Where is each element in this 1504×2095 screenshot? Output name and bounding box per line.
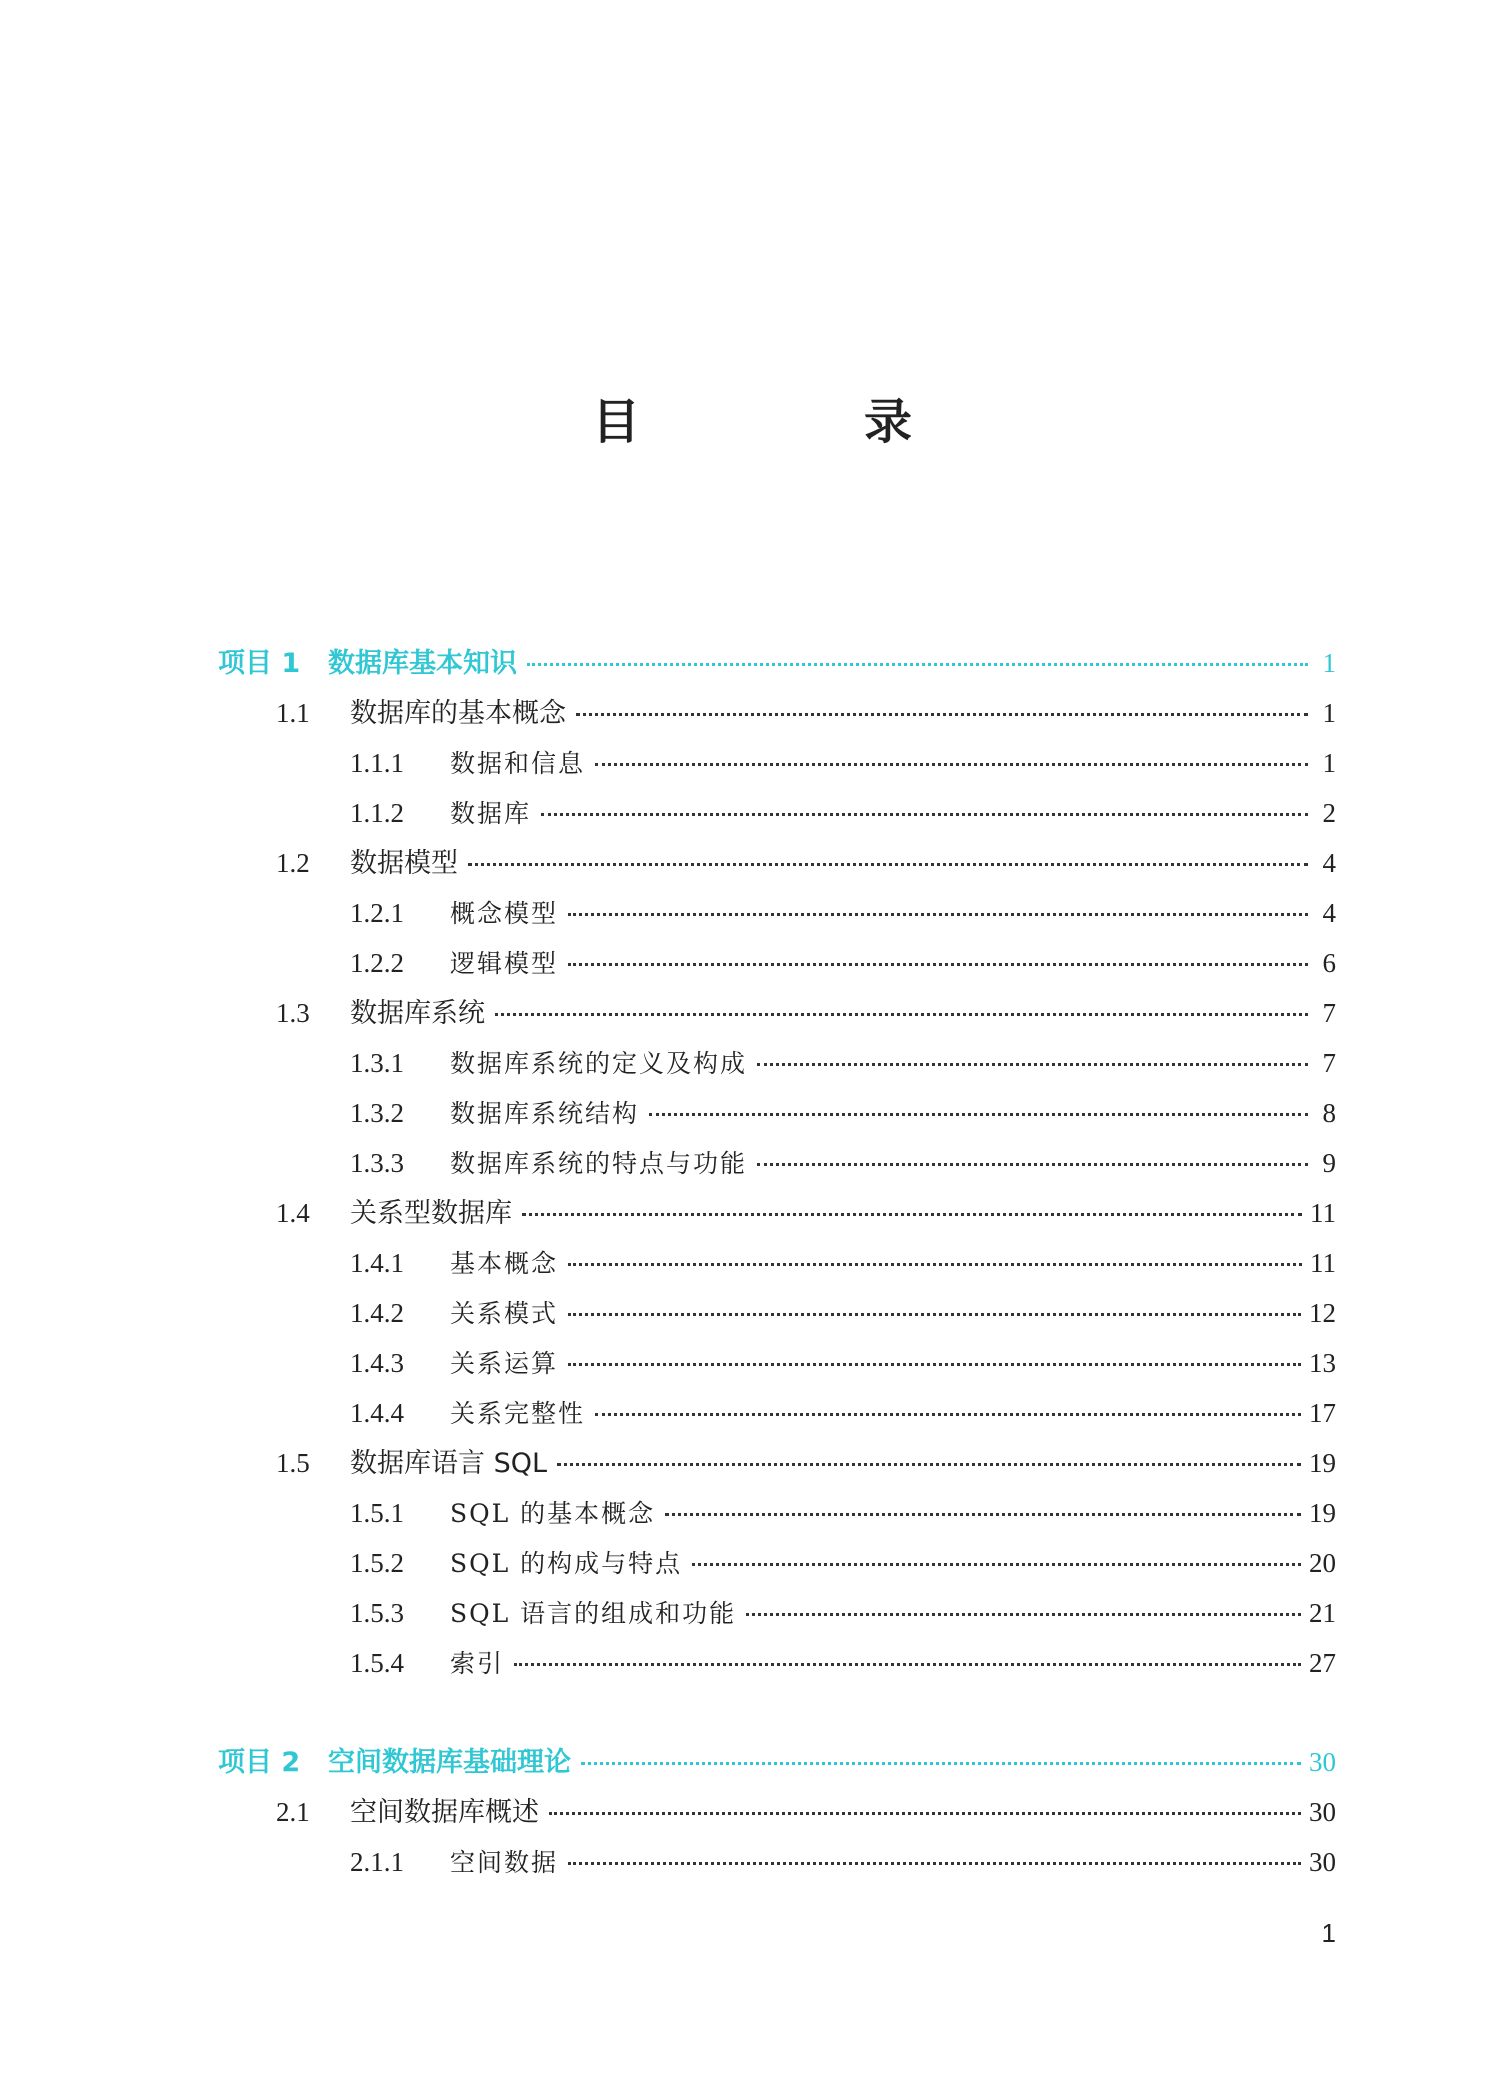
toc-entry-subsection[interactable] xyxy=(350,1593,1336,1633)
toc-entry-title: SQL 语言的组成和功能 xyxy=(450,1599,737,1628)
toc-entry-page: 30 xyxy=(1309,1847,1336,1877)
toc-entry-title: 关系完整性 xyxy=(450,1399,586,1428)
dot-leader xyxy=(568,913,1308,916)
dot-leader xyxy=(568,1263,1302,1266)
dot-leader xyxy=(568,963,1308,966)
toc-entry-page: 20 xyxy=(1309,1548,1336,1578)
toc-entry-title: SQL 的基本概念 xyxy=(450,1499,656,1528)
toc-entry-number: 1.5.1 xyxy=(350,1498,404,1528)
dot-leader xyxy=(527,663,1308,666)
page-title: 目 录 xyxy=(591,394,1000,450)
toc-entry-title: 空间数据 xyxy=(450,1848,559,1877)
toc-entry-subsection[interactable] xyxy=(350,743,1336,783)
toc-entry-number: 1.1 xyxy=(276,698,310,728)
toc-entry-number: 1.1.1 xyxy=(350,748,404,778)
toc-entry-subsection[interactable] xyxy=(350,1493,1336,1533)
toc-entry-number: 项目 2 xyxy=(218,1747,301,1778)
toc-entry-number: 1.4.3 xyxy=(350,1348,404,1378)
toc-entry-section[interactable] xyxy=(276,1792,1336,1832)
dot-leader xyxy=(576,713,1308,716)
toc-entry-number: 1.3 xyxy=(276,998,310,1028)
dot-leader xyxy=(581,1762,1301,1765)
toc-entry-number: 1.5.2 xyxy=(350,1548,404,1578)
toc-entry-subsection[interactable] xyxy=(350,1343,1336,1383)
toc-entry-title: 数据库系统结构 xyxy=(450,1099,640,1128)
toc-entry-page: 4 xyxy=(1322,898,1336,928)
dot-leader xyxy=(549,1812,1301,1815)
toc-entry-page: 11 xyxy=(1310,1198,1336,1228)
toc-entry-page: 11 xyxy=(1310,1248,1336,1278)
toc-entry-number: 1.5.3 xyxy=(350,1598,404,1628)
toc-entry-title: 逻辑模型 xyxy=(450,949,559,978)
toc-entry-page: 1 xyxy=(1322,748,1336,778)
toc-entry-title: 基本概念 xyxy=(450,1249,559,1278)
toc-entry-number: 1.2 xyxy=(276,848,310,878)
toc-entry-number: 1.3.3 xyxy=(350,1148,404,1178)
dot-leader xyxy=(595,763,1308,766)
toc-entry-chapter-2[interactable] xyxy=(218,1742,1336,1782)
toc-entry-subsection[interactable] xyxy=(350,1842,1336,1882)
toc-entry-subsection[interactable] xyxy=(350,943,1336,983)
toc-entry-page: 2 xyxy=(1322,798,1336,828)
toc-entry-number: 1.4.4 xyxy=(350,1398,404,1428)
toc-entry-subsection[interactable] xyxy=(350,1243,1336,1283)
toc-entry-title: 关系模式 xyxy=(450,1299,559,1328)
toc-entry-page: 8 xyxy=(1322,1098,1336,1128)
dot-leader xyxy=(514,1663,1301,1666)
toc-entry-number: 2.1 xyxy=(276,1797,310,1827)
dot-leader xyxy=(522,1213,1302,1216)
toc-entry-title: 关系型数据库 xyxy=(350,1198,512,1229)
toc-entry-subsection[interactable] xyxy=(350,1143,1336,1183)
toc-entry-number: 1.1.2 xyxy=(350,798,404,828)
toc-entry-page: 1 xyxy=(1322,698,1336,728)
toc-entry-page: 9 xyxy=(1322,1148,1336,1178)
toc-entry-subsection[interactable] xyxy=(350,1093,1336,1133)
dot-leader xyxy=(757,1163,1308,1166)
dot-leader xyxy=(595,1413,1301,1416)
toc-entry-title: 空间数据库概述 xyxy=(350,1797,539,1828)
toc-entry-title: 索引 xyxy=(450,1649,505,1678)
toc-entry-title: 数据库的基本概念 xyxy=(350,698,566,729)
page-number: 1 xyxy=(1321,1918,1336,1948)
toc-entry-title: 数据库 xyxy=(450,799,532,828)
toc-entry-title: 数据模型 xyxy=(350,848,458,879)
toc-entry-chapter-1[interactable] xyxy=(218,643,1336,683)
toc-entry-number: 1.2.1 xyxy=(350,898,404,928)
toc-entry-page: 30 xyxy=(1309,1797,1336,1827)
toc-entry-number: 1.3.1 xyxy=(350,1048,404,1078)
dot-leader xyxy=(495,1013,1308,1016)
toc-entry-page: 21 xyxy=(1309,1598,1336,1628)
toc-entry-page: 12 xyxy=(1309,1298,1336,1328)
toc-entry-number: 1.3.2 xyxy=(350,1098,404,1128)
toc-entry-page: 17 xyxy=(1309,1398,1336,1428)
toc-entry-subsection[interactable] xyxy=(350,793,1336,833)
toc-entry-subsection[interactable] xyxy=(350,1393,1336,1433)
toc-entry-page: 7 xyxy=(1322,1048,1336,1078)
toc-entry-title: 数据库语言 SQL xyxy=(350,1448,548,1479)
toc-entry-title: 数据和信息 xyxy=(450,749,586,778)
dot-leader xyxy=(692,1563,1301,1566)
toc-entry-page: 6 xyxy=(1322,948,1336,978)
toc-entry-section[interactable] xyxy=(276,693,1336,733)
toc-entry-title: 数据库系统 xyxy=(350,998,485,1029)
toc-entry-subsection[interactable] xyxy=(350,1293,1336,1333)
toc-entry-subsection[interactable] xyxy=(350,893,1336,933)
toc-entry-title: 概念模型 xyxy=(450,899,559,928)
toc-entry-number: 1.5 xyxy=(276,1448,310,1478)
toc-entry-number: 1.5.4 xyxy=(350,1648,404,1678)
toc-entry-page: 19 xyxy=(1309,1498,1336,1528)
toc-entry-title: 数据库系统的定义及构成 xyxy=(450,1049,748,1078)
toc-entry-section[interactable] xyxy=(276,1193,1336,1233)
toc-entry-page: 30 xyxy=(1309,1747,1336,1777)
dot-leader xyxy=(746,1613,1301,1616)
toc-entry-number: 2.1.1 xyxy=(350,1847,404,1877)
toc-entry-number: 1.4.1 xyxy=(350,1248,404,1278)
toc-entry-title: 关系运算 xyxy=(450,1349,559,1378)
toc-entry-page: 4 xyxy=(1322,848,1336,878)
toc-entry-section[interactable] xyxy=(276,1443,1336,1483)
dot-leader xyxy=(757,1063,1308,1066)
toc-entry-title: 空间数据库基础理论 xyxy=(328,1747,571,1778)
toc-entry-title: SQL 的构成与特点 xyxy=(450,1549,683,1578)
toc-entry-section[interactable] xyxy=(276,843,1336,883)
dot-leader xyxy=(541,813,1308,816)
dot-leader xyxy=(568,1313,1301,1316)
toc-entry-subsection[interactable] xyxy=(350,1643,1336,1683)
toc-entry-subsection[interactable] xyxy=(350,1043,1336,1083)
toc-entry-number: 1.4.2 xyxy=(350,1298,404,1328)
toc-entry-section[interactable] xyxy=(276,993,1336,1033)
toc-entry-number: 项目 1 xyxy=(218,648,301,679)
dot-leader xyxy=(568,1862,1301,1865)
dot-leader xyxy=(568,1363,1301,1366)
toc-entry-title: 数据库基本知识 xyxy=(328,648,517,679)
toc-entry-page: 1 xyxy=(1322,648,1336,678)
dot-leader xyxy=(649,1113,1308,1116)
toc-entry-page: 13 xyxy=(1309,1348,1336,1378)
dot-leader xyxy=(468,863,1308,866)
toc-entry-page: 19 xyxy=(1309,1448,1336,1478)
toc-entry-page: 27 xyxy=(1309,1648,1336,1678)
dot-leader xyxy=(665,1513,1301,1516)
dot-leader xyxy=(557,1463,1301,1466)
toc-entry-page: 7 xyxy=(1322,998,1336,1028)
toc-entry-number: 1.4 xyxy=(276,1198,310,1228)
toc-entry-title: 数据库系统的特点与功能 xyxy=(450,1149,748,1178)
toc-entry-subsection[interactable] xyxy=(350,1543,1336,1583)
toc-entry-number: 1.2.2 xyxy=(350,948,404,978)
